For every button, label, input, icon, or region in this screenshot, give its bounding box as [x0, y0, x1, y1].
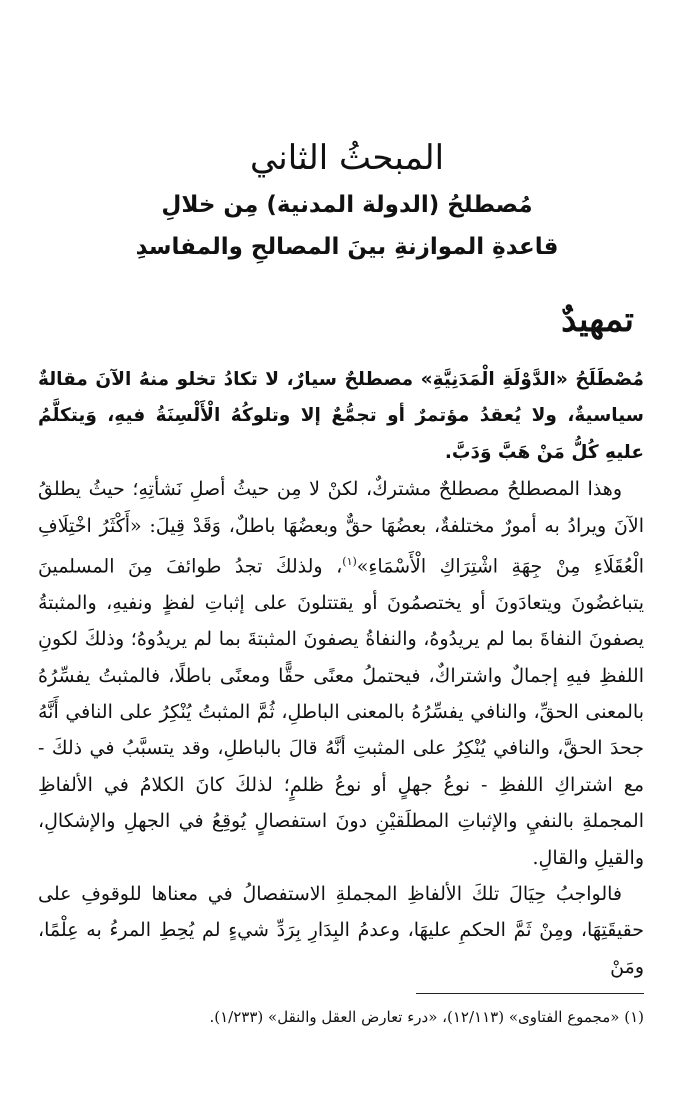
- section-subtitle-line-1: مُصطلحُ (الدولة المدنية) مِن خلالِ: [161, 192, 533, 218]
- paragraph-2-continuation: ، ولذلكَ تجدُ طوائفَ مِنَ المسلمينَ يتباغضُونَ ويتعادَونَ أو يختصمُونَ أو يقتتلونَ على إثباتِ لفظٍ ونفيهِ، والمثبتةُ يصفونَ النفاةَ بما لم يريدُوهُ، والنفاةُ يصفونَ المثبتةَ بما لم يريدُوهُ؛ وذلكَ لكونِ اللفظِ فيهِ إجمالٌ واشتراكٌ، فيحتملُ معنًى حقًّا ومعنًى باطلًا، فالمثبتُ يفسِّرُهُ بالمعنى الحقِّ، والنافي يفسِّرُهُ بالمعنى الباطلِ، ثُمَّ المثبتُ يُنْكِرُ على النافي أَنَّهُ جحدَ الحقَّ، والنافي يُنْكِرُ على المثبتِ أنَّهُ قالَ بالباطلِ، وقد يتسبَّبُ في ذلكَ - مع اشتراكِ اللفظِ - نوعُ جهلٍ أو نوعُ ظلمٍ؛ لذلكَ كانَ الكلامُ في الألفاظِ المجملةِ بالنفيِ والإثباتِ المطلَقيْنِ دونَ استفصالٍ يُوقِعُ في الجهلِ والإشكالِ، والقيلِ والقالِ.: [38, 555, 644, 869]
- paragraph-2: [38, 471, 644, 876]
- preface-heading: تمهيدٌ: [561, 300, 634, 340]
- paragraph-1: مُصْطَلَحُ «الدَّوْلَةِ الْمَدَنِيَّةِ» مصطلحٌ سيارٌ، لا تكادُ تخلو منهُ الآنَ مقالةٌ سياسيةٌ، ولا يُعقدُ مؤتمرٌ أو تجمُّعٌ إلا وتلوكُهُ الْأَلْسِنَةُ فيهِ، وَيتكلَّمُ عليهِ كُلُّ مَنْ هَبَّ وَدَبَّ.: [38, 369, 644, 463]
- section-subtitle-line-2: قاعدةِ الموازنةِ بينَ المصالحِ والمفاسدِ: [135, 234, 559, 260]
- main-text: [38, 362, 644, 985]
- section-title: المبحثُ الثاني: [249, 138, 445, 178]
- footnote: (١) «مجموع الفتاوى» (١٢/١١٣)، «درء تعارض العقل والنقل» (١/٢٣٣).: [209, 1008, 644, 1026]
- paragraph-2-text: وهذا المصطلحُ مصطلحٌ مشتركٌ، لكنْ لا مِن حيثُ أصلِ نَشأتِهِ؛ حيثُ يطلقُ الآنَ ويرادُ به أمورٌ مختلفةٌ، بعضُهَا حقٌّ وبعضُهَا باطلٌ، وَقَدْ قِيلَ: «أَكْثَرُ اخْتِلَافِ الْعُقَلَاءِ مِنْ جِهَةِ اشْتِرَاكِ الْأَسْمَاءِ»: [38, 478, 645, 578]
- paragraph-3: فالواجبُ حِيَالَ تلكَ الألفاظِ المجملةِ الاستفصالُ في معناها للوقوفِ على حقيقَتِهَا، ومِنْ ثَمَّ الحكمِ عليهَا، وعدمُ البِدَارِ بِرَدِّ شيءٍ لم يُحِطِ المرءُ به عِلْمًا، ومَنْ: [38, 883, 644, 978]
- footnote-reference: (١): [342, 555, 357, 569]
- footnote-divider: [416, 993, 644, 994]
